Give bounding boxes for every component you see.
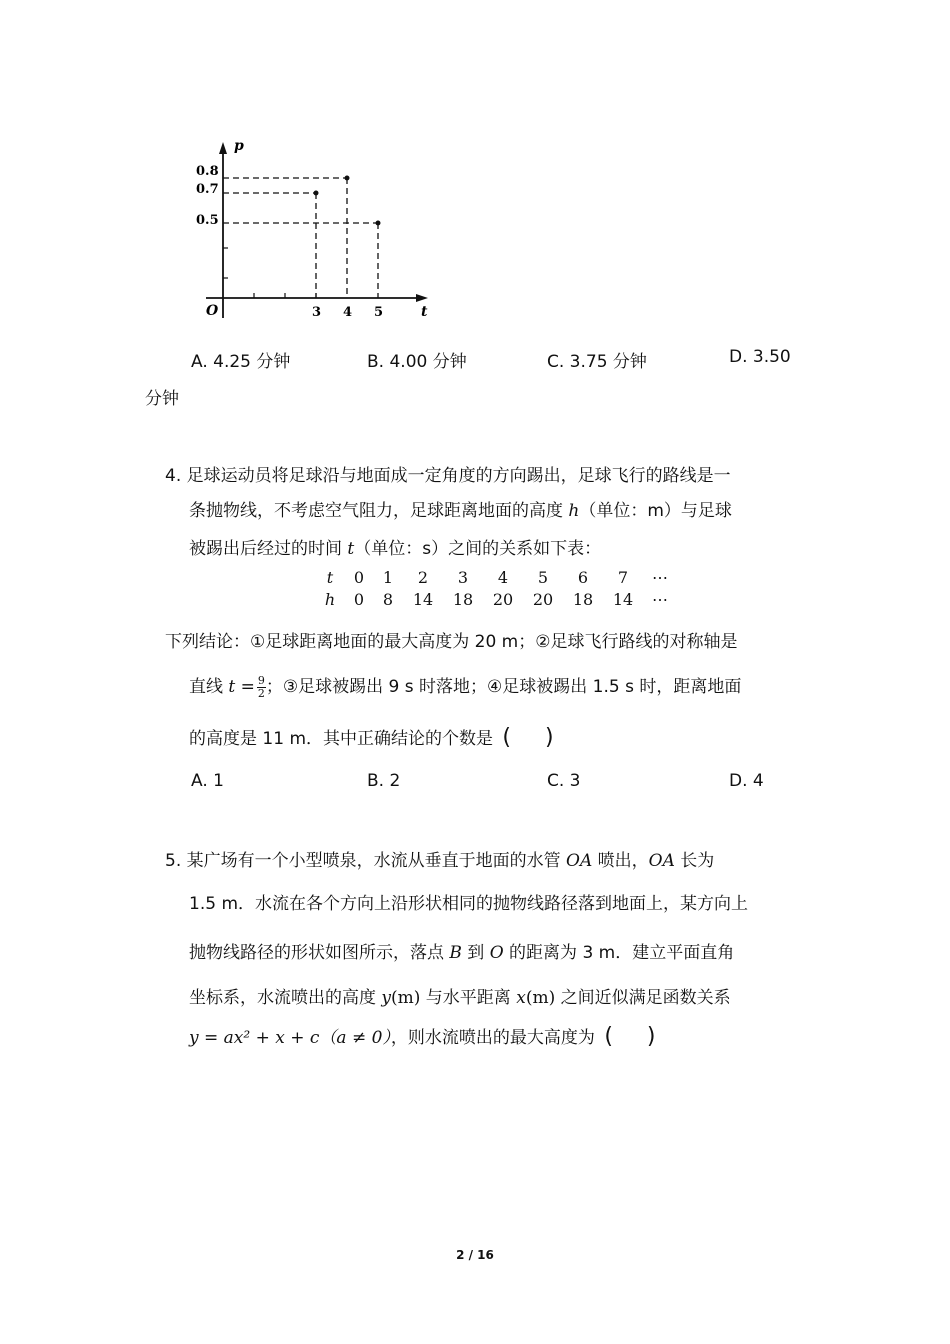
q4-line-4: 下列结论：①足球距离地面的最大高度为 20 m；②足球飞行路线的对称轴是 (165, 632, 738, 652)
q4-line-1: 4. 足球运动员将足球沿与地面成一定角度的方向踢出，足球飞行的路线是一 (165, 466, 731, 486)
x-tick-5: 5 (374, 305, 384, 320)
y-tick-0.8: 0.8 (196, 164, 219, 179)
q5-line-3: 抛物线路径的形状如图所示，落点 B 到 O 的距离为 3 m．建立平面直角 (189, 943, 735, 963)
q5-line-2: 1.5 m．水流在各个方向上沿形状相同的抛物线路径落到地面上，某方向上 (189, 894, 748, 914)
origin-label: O (206, 303, 219, 319)
q4-answer-open-paren: ( (502, 725, 511, 750)
y-axis-arrow (219, 142, 227, 154)
q5-line-1: 5. 某广场有一个小型喷泉，水流从垂直于地面的水管 OA 喷出，OA 长为 (165, 851, 715, 871)
q5-formula: y = ax² + x + c（a ≠ 0） (189, 1028, 391, 1048)
q3-option-b: B. 4.00 分钟 (367, 352, 467, 372)
q4-option-d: D. 4 (729, 771, 764, 791)
q5-line-5: y = ax² + x + c（a ≠ 0），则水流喷出的最大高度为 ( ) (189, 1024, 656, 1049)
axis-t-label: t (421, 304, 428, 320)
x-axis-arrow (416, 294, 428, 302)
q4-line-3: 被踢出后经过的时间 t（单位：s）之间的关系如下表： (189, 539, 602, 559)
q4-option-b: B. 2 (367, 771, 401, 791)
q4-data-table (315, 567, 677, 611)
q5-answer-close-paren: ) (646, 1024, 656, 1049)
q4-option-c: C. 3 (547, 771, 581, 791)
probability-graph (188, 128, 448, 328)
q4-option-a: A. 1 (191, 771, 224, 791)
q3-option-c: C. 3.75 分钟 (547, 352, 647, 372)
q3-option-a: A. 4.25 分钟 (191, 352, 291, 372)
q3-option-d: D. 3.50 (729, 347, 791, 367)
data-point-t4 (345, 176, 350, 181)
data-point-t5 (376, 221, 381, 226)
q4-answer-close-paren: ) (545, 725, 554, 750)
axis-p-label: p (234, 138, 244, 154)
table-row-h: h 0 8 14 18 20 20 18 14 ⋯ (324, 590, 668, 609)
q4-line-6: 的高度是 11 m．其中正确结论的个数是 ( ) (189, 725, 554, 750)
fraction-9-2: $\frac{9}{2}$ (257, 673, 265, 700)
x-tick-4: 4 (343, 305, 353, 320)
q4-line-5: 直线 t = $\frac{9}{2}$ ；③足球被踢出 9 s 时落地；④足球被踢出 1.5 s 时，距离地面 (189, 673, 742, 700)
page-number: 2 / 16 (456, 1248, 494, 1262)
q5-answer-open-paren: ( (604, 1024, 613, 1049)
y-tick-0.7: 0.7 (196, 182, 219, 197)
q3-option-d-wrap: 分钟 (145, 389, 179, 409)
q4-line-2: 条抛物线，不考虑空气阻力，足球距离地面的高度 h（单位：m）与足球 (189, 501, 732, 521)
q5-line-4: 坐标系，水流喷出的高度 y(m) 与水平距离 x(m) 之间近似满足函数关系 (189, 988, 731, 1008)
y-tick-0.5: 0.5 (196, 213, 219, 228)
table-row-t: t 0 1 2 3 4 5 6 7 ⋯ (326, 568, 668, 587)
data-point-t3 (314, 191, 319, 196)
x-tick-3: 3 (312, 305, 322, 320)
